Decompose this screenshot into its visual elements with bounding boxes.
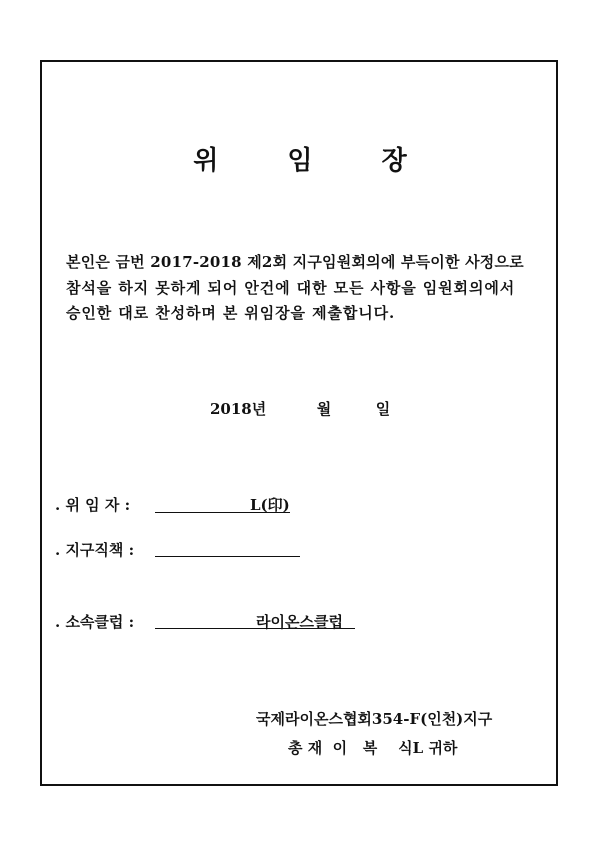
delegator-label: . 위 임 자 : xyxy=(55,496,131,514)
body-line-3: 승인한 대로 찬성하며 본 위임장을 제출합니다. xyxy=(66,304,396,322)
date-day: 일 xyxy=(375,400,391,418)
body-line-1: 본인은 금번 2017-2018 제2회 지구임원회의에 부득이한 사정으로 xyxy=(66,253,524,271)
delegator-seal: L(印) xyxy=(250,496,290,514)
date-month: 월 xyxy=(316,400,332,418)
club-value: 라이온스클럽 xyxy=(256,613,343,631)
document-title: 위 임 장 xyxy=(193,146,437,176)
date-line xyxy=(210,398,390,419)
recipient-addressee: 총 재 이 복 식L 귀하 xyxy=(288,739,458,757)
date-year: 2018년 xyxy=(210,400,267,418)
club-field xyxy=(55,611,134,632)
position-label: . 지구직책 : xyxy=(55,541,135,559)
position-underline xyxy=(155,556,300,557)
position-field xyxy=(55,539,134,560)
recipient-organization: 국제라이온스협회354-F(인천)지구 xyxy=(256,710,493,728)
body-line-2: 참석을 하지 못하게 되어 안건에 대한 모든 사항을 임원회의에서 xyxy=(66,279,516,297)
delegator-field xyxy=(55,494,130,515)
club-label: . 소속클럽 : xyxy=(55,613,135,631)
